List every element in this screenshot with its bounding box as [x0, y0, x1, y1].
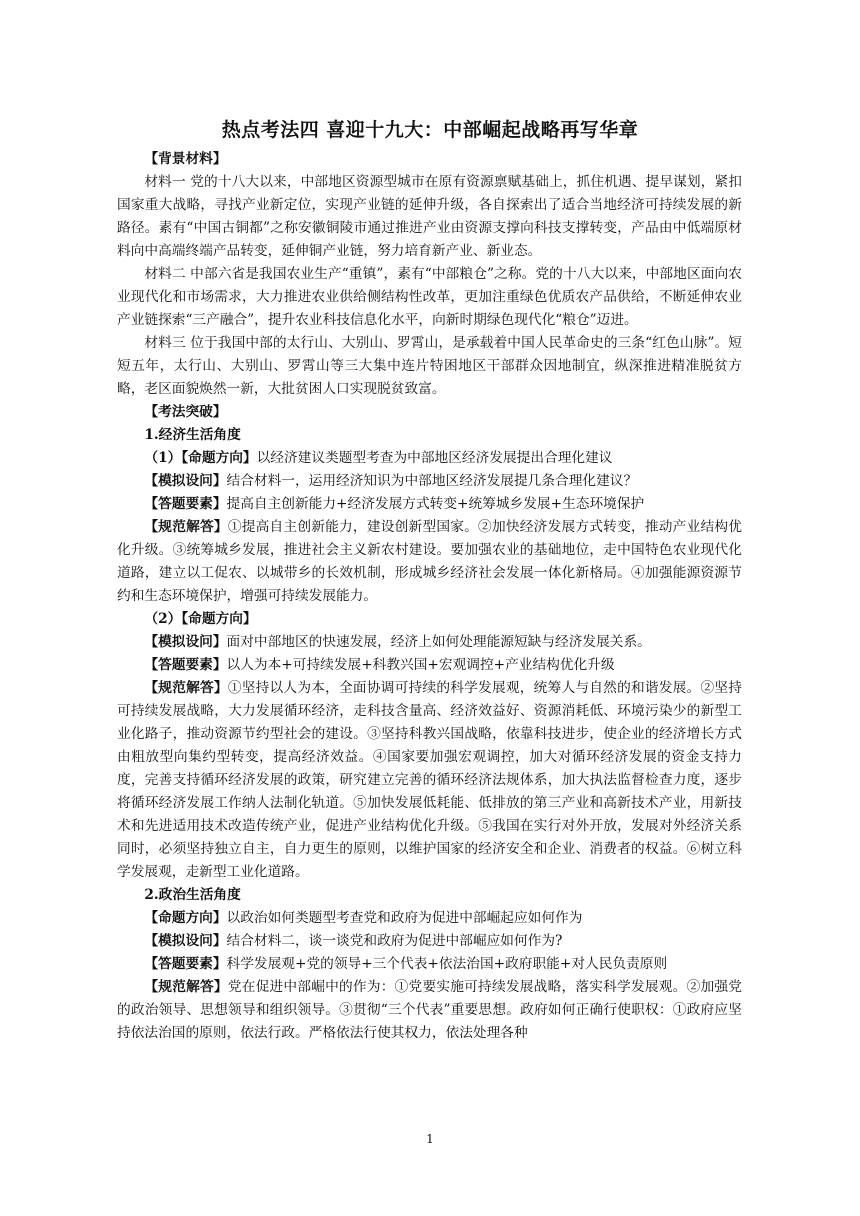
- s2-question-text: 结合材料二，谈一谈党和政府为促进中部崛应如何作为?: [226, 933, 563, 949]
- s1p2-question-label: 【模拟设问】: [144, 634, 227, 650]
- material-3: 材料三 位于我国中部的太行山、大别山、罗霄山，是承载着中国人民革命史的三条“红色山脉”。短短五年，太行山、大别山、罗霄山等三大集中连片特困地区干部群众因地制宜，纵深推进精准脱贫方略，老区面貌焕然一新，大批贫困人口实现脱贫致富。: [117, 335, 742, 397]
- s1-keypoints: [117, 493, 742, 516]
- s1-answer-text: ①提高自主创新能力，建设创新型国家。②加快经济发展方式转变，推动产业结构优化升级。③统筹城乡发展，推进社会主义新农村建设。要加强农业的基础地位，走中国特色农业现代化道路，建立以工促农、以城带乡的长效机制，形成城乡经济社会发展一体化新格局。④加强能源资源节约和生态环境保护，增强可持续发展能力。: [117, 519, 742, 604]
- s2-keypoints-label: 【答题要素】: [144, 956, 227, 972]
- s2-keypoints: [117, 953, 742, 976]
- s1-question-text: 结合材料一，运用经济知识为中部地区经济发展提几条合理化建议？: [226, 473, 638, 489]
- material-1: 材料一 党的十八大以来，中部地区资源型城市在原有资源禀赋基础上，抓住机遇、提早谋划，紧扣国家重大战略，寻找产业新定位，实现产业链的延伸升级，各自探索出了适合当地经济可持续发展的新路径。素有“中国古铜都”之称安徽铜陵市通过推进产业由资源支撑向科技支撑转变，产品由中低端原材料向中高端终端产品转变，延伸铜产业链，努力培育新产业、新业态。: [117, 174, 742, 259]
- s2-direction: [117, 907, 742, 930]
- s1p2-question: [117, 631, 742, 654]
- s2-direction-label: 【命题方向】: [144, 910, 227, 926]
- s2-direction-text: 以政治如何类题型考查党和政府为促进中部崛起应如何作为: [226, 910, 583, 926]
- s1p2-direction-label: （2）【命题方向】: [144, 611, 257, 627]
- s1p2-keypoints-label: 【答题要素】: [144, 657, 227, 673]
- s1p2-answer-label: 【规范解答】: [144, 680, 228, 696]
- s1-direction-text: 以经济建议类题型考查为中部地区经济发展提出合理化建议: [256, 450, 613, 466]
- page-number: 1: [426, 1132, 434, 1146]
- s1p2-keypoints-text: 以人为本+可持续发展+科教兴国+宏观调控+产业结构优化升级: [226, 657, 615, 673]
- section-2-heading: 2.政治生活角度: [144, 887, 241, 903]
- s1-keypoints-label: 【答题要素】: [144, 496, 227, 512]
- section-1-heading: 1.经济生活角度: [144, 427, 241, 443]
- s1-answer: [117, 516, 742, 608]
- s1-question-label: 【模拟设问】: [144, 473, 227, 489]
- s2-answer-label: 【规范解答】: [144, 979, 228, 995]
- s2-question-label: 【模拟设问】: [144, 933, 227, 949]
- s1-direction: [117, 447, 742, 470]
- s1-answer-label: 【规范解答】: [144, 519, 228, 535]
- s2-answer: [117, 976, 742, 1045]
- page-title: 热点考法四 喜迎十九大：中部崛起战略再写华章: [221, 119, 639, 141]
- breakthrough-heading: 【考法突破】: [144, 404, 227, 420]
- s2-question: [117, 930, 742, 953]
- s1-direction-label: （1）【命题方向】: [144, 450, 257, 466]
- s1-question: [117, 470, 742, 493]
- document-body: [117, 148, 742, 1045]
- s1p2-answer-text: ①坚持以人为本，全面协调可持续的科学发展观，统筹人与自然的和谐发展。②坚持可持续发展战略，大力发展循环经济，走科技含量高、经济效益好、资源消耗低、环境污染少的新型工业化路子，推动资源节约型社会的建设。③坚持科教兴国战略，依靠科技进步，使企业的经济增长方式由粗放型向集约型转变，提高经济效益。④国家要加强宏观调控，加大对循环经济发展的资金支持力度，完善支持循环经济发展的政策，研究建立完善的循环经济法规体系，加大执法监督检查力度，逐步将循环经济发展工作纳人法制化轨道。⑤加快发展低耗能、低排放的第三产业和高新技术产业，用新技术和先进适用技术改造传统产业，促进产业结构优化升级。⑤我国在实行对外开放，发展对外经济关系同时，必须坚持独立自主，自力更生的原则，以维护国家的经济安全和企业、消费者的权益。⑥树立科学发展观，走新型工业化道路。: [117, 680, 742, 880]
- s1p2-question-text: 面对中部地区的快速发展，经济上如何处理能源短缺与经济发展关系。: [226, 634, 651, 650]
- s1-keypoints-text: 提高自主创新能力+经济发展方式转变+统筹城乡发展+生态环境保护: [226, 496, 645, 512]
- s2-keypoints-text: 科学发展观+党的领导+三个代表+依法治国+政府职能+对人民负责原则: [226, 956, 668, 972]
- s1p2-keypoints: [117, 654, 742, 677]
- s2-answer-text: 党在促进中部崛中的作为：①党要实施可持续发展战略，落实科学发展观。②加强党的政治领导、思想领导和组织领导。③贯彻“三个代表”重要思想。政府如何正确行使职权：①政府应坚持依法治国的原则，依法行政。严格依法行使其权力，依法处理各种: [117, 979, 742, 1041]
- s1p2-answer: [117, 677, 742, 884]
- material-2: 材料二 中部六省是我国农业生产“重镇”，素有“中部粮仓”之称。党的十八大以来，中部地区面向农业现代化和市场需求，大力推进农业供给侧结构性改革，更加注重绿色优质农产品供给，不断延伸农业产业链探索“三产融合”，提升农业科技信息化水平，向新时期绿色现代化“粮仓”迈进。: [117, 266, 742, 328]
- background-heading: 【背景材料】: [144, 151, 227, 167]
